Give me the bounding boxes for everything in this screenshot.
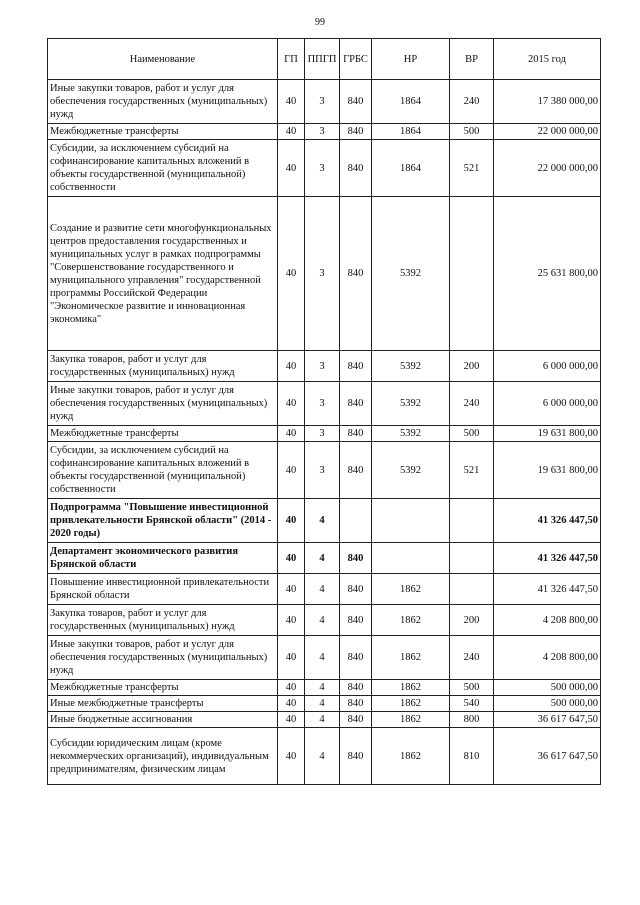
cell-vr xyxy=(450,574,494,605)
cell-nr: 1864 xyxy=(372,140,450,197)
cell-ppgp: 4 xyxy=(305,499,340,543)
cell-gp: 40 xyxy=(278,140,305,197)
col-header-vr: ВР xyxy=(450,39,494,80)
cell-nr xyxy=(372,543,450,574)
cell-vr: 240 xyxy=(450,382,494,426)
cell-amount: 6 000 000,00 xyxy=(494,351,601,382)
cell-nr: 1862 xyxy=(372,712,450,728)
cell-name: Субсидии, за исключением субсидий на софинансирование капитальных вложений в объекты государственной (муниципальной) собственности xyxy=(48,140,278,197)
cell-name: Подпрограмма "Повышение инвестиционной привлекательности Брянской области" (2014 - 2020 годы) xyxy=(48,499,278,543)
cell-gp: 40 xyxy=(278,680,305,696)
cell-gp: 40 xyxy=(278,543,305,574)
cell-nr: 1862 xyxy=(372,680,450,696)
cell-name: Иные бюджетные ассигнования xyxy=(48,712,278,728)
cell-name: Субсидии юридическим лицам (кроме некоммерческих организаций), индивидуальным предпринимателям, физическим лицам xyxy=(48,728,278,785)
cell-amount: 36 617 647,50 xyxy=(494,728,601,785)
cell-amount: 500 000,00 xyxy=(494,696,601,712)
cell-gp: 40 xyxy=(278,636,305,680)
col-header-year: 2015 год xyxy=(494,39,601,80)
cell-nr: 5392 xyxy=(372,442,450,499)
cell-vr: 521 xyxy=(450,140,494,197)
cell-gp: 40 xyxy=(278,197,305,351)
cell-gp: 40 xyxy=(278,728,305,785)
cell-gp: 40 xyxy=(278,499,305,543)
table-body xyxy=(48,80,601,785)
cell-amount: 41 326 447,50 xyxy=(494,499,601,543)
cell-amount: 22 000 000,00 xyxy=(494,124,601,140)
cell-nr: 5392 xyxy=(372,382,450,426)
cell-name: Межбюджетные трансферты xyxy=(48,426,278,442)
col-header-ppgp: ППГП xyxy=(305,39,340,80)
cell-gp: 40 xyxy=(278,712,305,728)
cell-nr: 5392 xyxy=(372,351,450,382)
cell-ppgp: 4 xyxy=(305,728,340,785)
table-row xyxy=(48,605,601,636)
table-row xyxy=(48,80,601,124)
cell-amount: 4 208 800,00 xyxy=(494,636,601,680)
cell-grbs: 840 xyxy=(340,382,372,426)
cell-vr xyxy=(450,499,494,543)
cell-ppgp: 3 xyxy=(305,197,340,351)
cell-ppgp: 4 xyxy=(305,680,340,696)
cell-amount: 19 631 800,00 xyxy=(494,426,601,442)
cell-name: Создание и развитие сети многофункциональных центров предоставления государственных и муниципальных услуг в рамках подпрограммы "Совершенствование государственного и муниципального управления" государственной программы Российской Федерации "Экономическое развитие и инновационная экономика" xyxy=(48,197,278,351)
cell-ppgp: 4 xyxy=(305,574,340,605)
cell-ppgp: 3 xyxy=(305,140,340,197)
table-row xyxy=(48,197,601,351)
cell-grbs: 840 xyxy=(340,636,372,680)
cell-ppgp: 3 xyxy=(305,426,340,442)
cell-gp: 40 xyxy=(278,80,305,124)
cell-amount: 4 208 800,00 xyxy=(494,605,601,636)
cell-nr: 1862 xyxy=(372,696,450,712)
cell-grbs: 840 xyxy=(340,140,372,197)
cell-grbs: 840 xyxy=(340,712,372,728)
cell-ppgp: 3 xyxy=(305,124,340,140)
cell-nr: 1864 xyxy=(372,80,450,124)
cell-ppgp: 4 xyxy=(305,712,340,728)
table-row xyxy=(48,680,601,696)
cell-nr: 1864 xyxy=(372,124,450,140)
cell-vr: 800 xyxy=(450,712,494,728)
cell-ppgp: 3 xyxy=(305,382,340,426)
cell-grbs: 840 xyxy=(340,696,372,712)
cell-name: Субсидии, за исключением субсидий на софинансирование капитальных вложений в объекты государственной (муниципальной) собственности xyxy=(48,442,278,499)
cell-nr: 5392 xyxy=(372,197,450,351)
cell-grbs: 840 xyxy=(340,197,372,351)
table-row xyxy=(48,728,601,785)
cell-amount: 41 326 447,50 xyxy=(494,574,601,605)
table-header xyxy=(48,39,601,80)
cell-vr xyxy=(450,197,494,351)
cell-grbs: 840 xyxy=(340,351,372,382)
cell-name: Межбюджетные трансферты xyxy=(48,124,278,140)
cell-amount: 41 326 447,50 xyxy=(494,543,601,574)
cell-amount: 6 000 000,00 xyxy=(494,382,601,426)
table-row xyxy=(48,140,601,197)
table-row xyxy=(48,543,601,574)
cell-amount: 25 631 800,00 xyxy=(494,197,601,351)
cell-amount: 17 380 000,00 xyxy=(494,80,601,124)
page-number: 99 xyxy=(315,17,325,28)
cell-name: Повышение инвестиционной привлекательности Брянской области xyxy=(48,574,278,605)
col-header-nr: НР xyxy=(372,39,450,80)
cell-grbs: 840 xyxy=(340,574,372,605)
cell-gp: 40 xyxy=(278,124,305,140)
table-row xyxy=(48,712,601,728)
cell-gp: 40 xyxy=(278,574,305,605)
col-header-gp: ГП xyxy=(278,39,305,80)
cell-nr: 5392 xyxy=(372,426,450,442)
cell-gp: 40 xyxy=(278,382,305,426)
table-row xyxy=(48,124,601,140)
cell-vr: 521 xyxy=(450,442,494,499)
cell-grbs xyxy=(340,499,372,543)
col-header-grbs: ГРБС xyxy=(340,39,372,80)
cell-grbs: 840 xyxy=(340,543,372,574)
cell-gp: 40 xyxy=(278,426,305,442)
cell-nr: 1862 xyxy=(372,728,450,785)
cell-amount: 19 631 800,00 xyxy=(494,442,601,499)
cell-grbs: 840 xyxy=(340,442,372,499)
cell-name: Закупка товаров, работ и услуг для государственных (муниципальных) нужд xyxy=(48,351,278,382)
cell-gp: 40 xyxy=(278,696,305,712)
cell-vr: 500 xyxy=(450,680,494,696)
cell-vr: 240 xyxy=(450,636,494,680)
cell-grbs: 840 xyxy=(340,80,372,124)
cell-vr: 810 xyxy=(450,728,494,785)
cell-ppgp: 4 xyxy=(305,696,340,712)
cell-grbs: 840 xyxy=(340,426,372,442)
cell-vr: 540 xyxy=(450,696,494,712)
cell-nr xyxy=(372,499,450,543)
cell-nr: 1862 xyxy=(372,574,450,605)
col-header-name: Наименование xyxy=(48,39,278,80)
cell-ppgp: 3 xyxy=(305,80,340,124)
cell-gp: 40 xyxy=(278,605,305,636)
budget-table xyxy=(47,38,601,785)
cell-vr: 200 xyxy=(450,351,494,382)
cell-name: Иные закупки товаров, работ и услуг для обеспечения государственных (муниципальных) нужд xyxy=(48,80,278,124)
cell-name: Межбюджетные трансферты xyxy=(48,680,278,696)
cell-grbs: 840 xyxy=(340,605,372,636)
cell-name: Иные межбюджетные трансферты xyxy=(48,696,278,712)
table-row xyxy=(48,382,601,426)
table-row xyxy=(48,426,601,442)
cell-name: Департамент экономического развития Брянской области xyxy=(48,543,278,574)
cell-grbs: 840 xyxy=(340,124,372,140)
cell-vr xyxy=(450,543,494,574)
cell-vr: 200 xyxy=(450,605,494,636)
cell-nr: 1862 xyxy=(372,605,450,636)
cell-name: Закупка товаров, работ и услуг для государственных (муниципальных) нужд xyxy=(48,605,278,636)
cell-gp: 40 xyxy=(278,442,305,499)
cell-vr: 240 xyxy=(450,80,494,124)
table-row xyxy=(48,442,601,499)
cell-nr: 1862 xyxy=(372,636,450,680)
table-row xyxy=(48,636,601,680)
table-row xyxy=(48,696,601,712)
cell-ppgp: 4 xyxy=(305,543,340,574)
cell-ppgp: 3 xyxy=(305,442,340,499)
cell-amount: 36 617 647,50 xyxy=(494,712,601,728)
table-row xyxy=(48,351,601,382)
cell-vr: 500 xyxy=(450,124,494,140)
table-row xyxy=(48,499,601,543)
cell-ppgp: 4 xyxy=(305,605,340,636)
cell-name: Иные закупки товаров, работ и услуг для обеспечения государственных (муниципальных) нужд xyxy=(48,636,278,680)
cell-amount: 22 000 000,00 xyxy=(494,140,601,197)
cell-name: Иные закупки товаров, работ и услуг для обеспечения государственных (муниципальных) нужд xyxy=(48,382,278,426)
cell-grbs: 840 xyxy=(340,728,372,785)
table-row xyxy=(48,574,601,605)
cell-ppgp: 4 xyxy=(305,636,340,680)
cell-grbs: 840 xyxy=(340,680,372,696)
cell-ppgp: 3 xyxy=(305,351,340,382)
cell-amount: 500 000,00 xyxy=(494,680,601,696)
cell-gp: 40 xyxy=(278,351,305,382)
cell-vr: 500 xyxy=(450,426,494,442)
